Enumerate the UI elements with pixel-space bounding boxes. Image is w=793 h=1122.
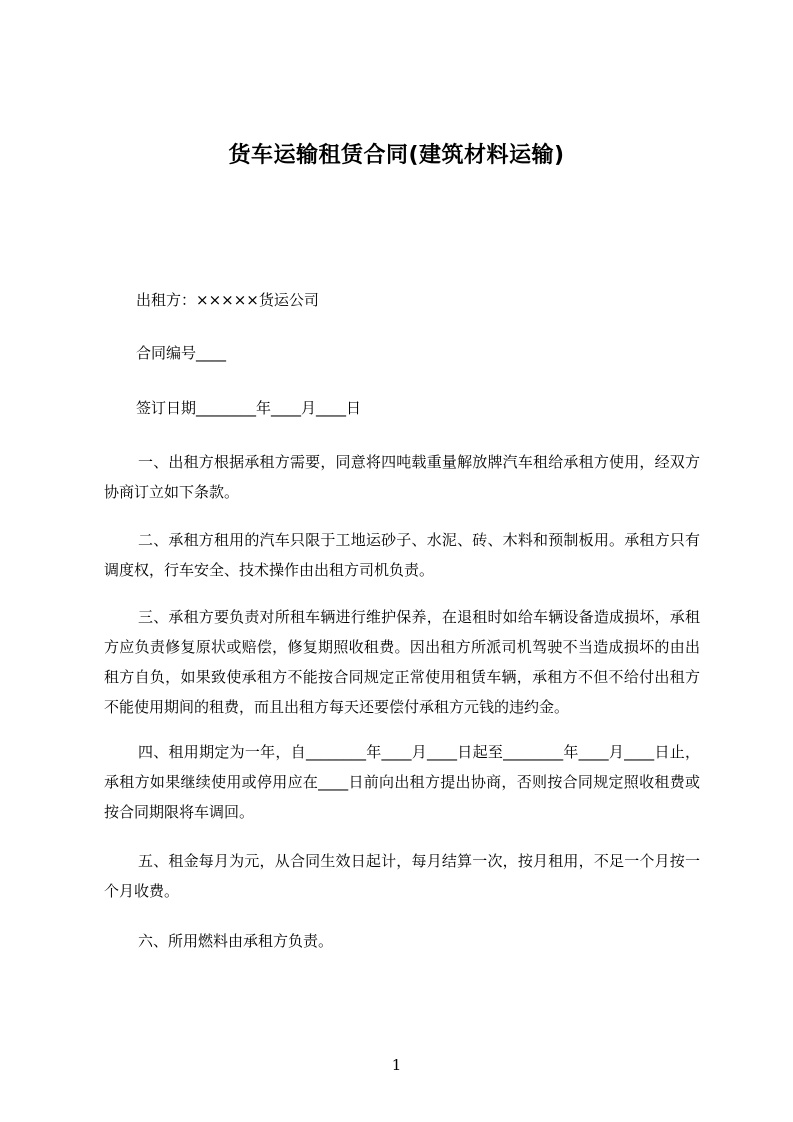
clause-5: 五、租金每月为元，从合同生效日起计，每月结算一次，按月租用，不足一个月按一个月收费。 — [104, 852, 700, 900]
signing-date-line: 签订日期________年____月____日 — [136, 399, 362, 417]
lessor-line: 出租方：×××××货运公司 — [136, 291, 319, 309]
page-number: 1 — [391, 1056, 402, 1074]
clause-6: 六、所用燃料由承租方负责。 — [138, 932, 334, 950]
clause-1: 一、出租方根据承租方需要，同意将四吨载重量解放牌汽车租给承租方使用，经双方协商订立如下条款。 — [104, 453, 700, 501]
clause-3: 三、承租方要负责对所租车辆进行维护保养，在退租时如给车辆设备造成损坏，承租方应负责修复原状或赔偿，修复期照收租费。因出租方所派司机驾驶不当造成损坏的由出租方自负，如果致使承租方不能按合同规定正常使用租赁车辆，承租方不但不给付出租方不能使用期间的租费，而且出租方每天还要偿付承租方元钱的违约金。 — [104, 608, 700, 716]
document-title: 货车运输租赁合同(建筑材料运输) — [228, 143, 565, 168]
clause-2: 二、承租方租用的汽车只限于工地运砂子、水泥、砖、木料和预制板用。承租方只有调度权，行车安全、技术操作由出租方司机负责。 — [104, 531, 700, 579]
contract-number-line: 合同编号____ — [136, 344, 227, 362]
clause-4: 四、租用期定为一年，自________年____月____日起至________年____月____日止，承租方如果继续使用或停用应在____日前向出租方提出协商，否则按合同规定照收租费或按合同期限将车调回。 — [104, 743, 700, 821]
